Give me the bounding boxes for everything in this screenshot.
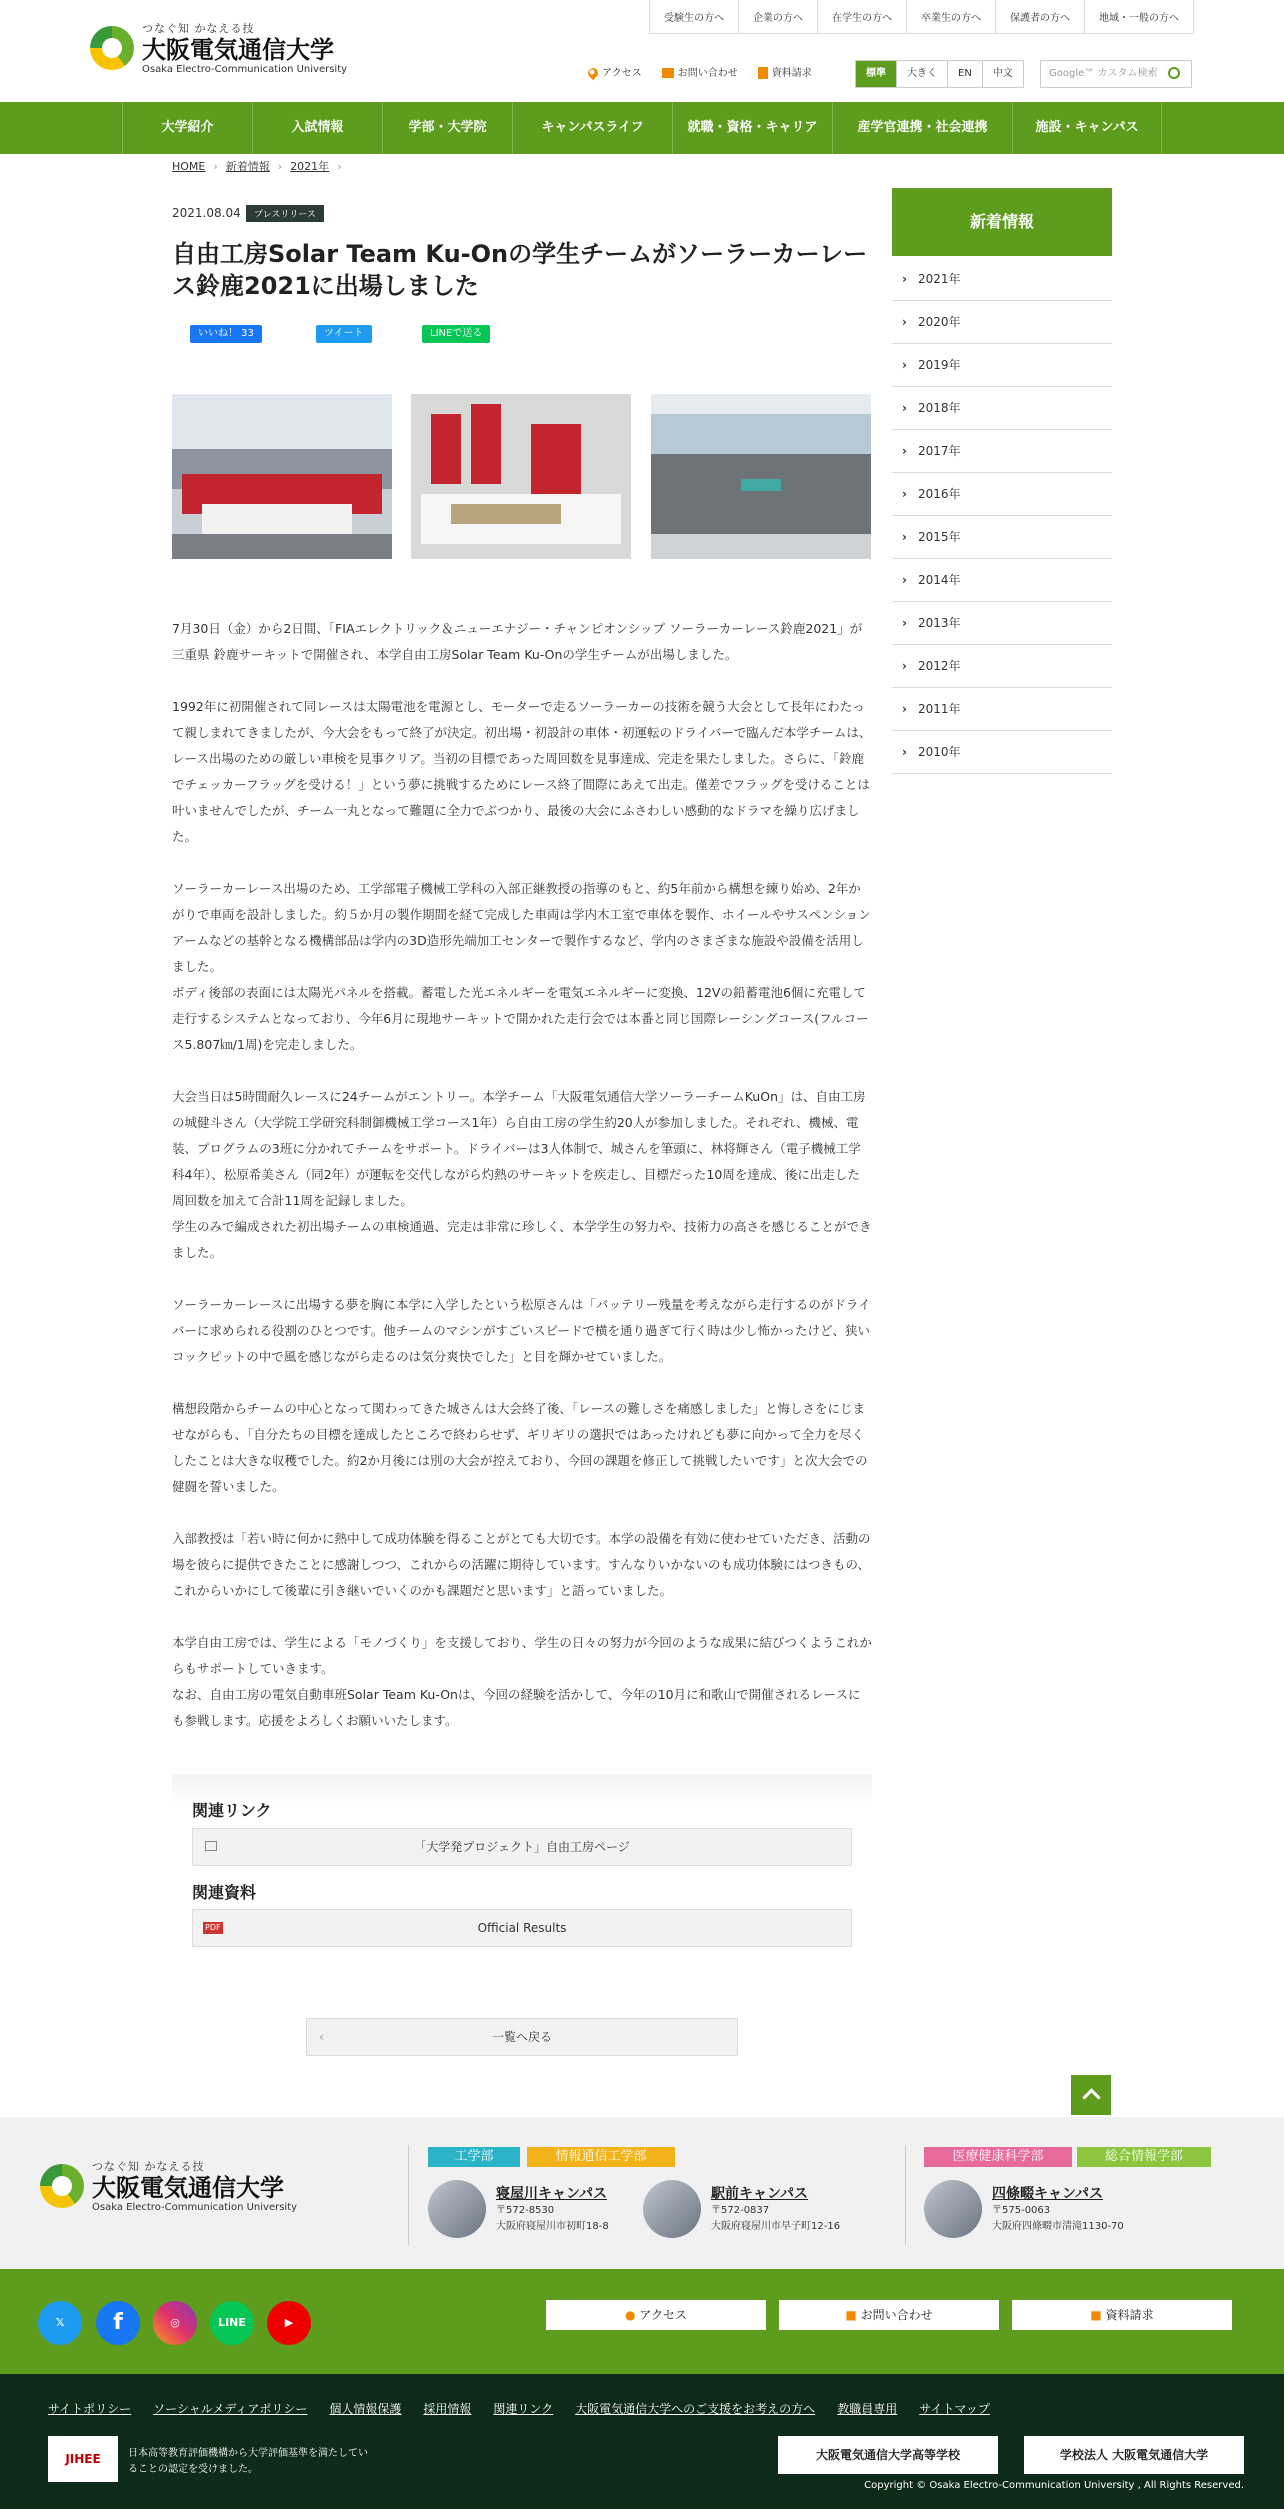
audience-link[interactable]: 保護者の方へ: [996, 0, 1085, 34]
campus-photo: [428, 2180, 486, 2238]
related-links-heading: 関連リンク: [192, 1801, 272, 1820]
campus-name: 四條畷キャンパス: [992, 2186, 1104, 2202]
article-paragraph: ソーラーカーレース出場のため、工学部電子機械工学科の入部正継教授の指導のもと、約5年前から構想を練り始め、2年かがりで車両を設計しました。約５か月の製作期間を経て完成した車両は学内木工室で車体を製作、ホイールやサスペンションアームなどの基幹となる機構部品は学内の3D造形先端加工センターで製作するなど、学内のさまざまな施設や設備を活用しました。 ボディ後部の表面には太陽光パネルを搭載。蓄電した光エネルギーを電気エネルギーに変換、12Vの鉛蓄電池6個に充電して走行するシステムとなっており、今年6月に現地サーキットで開かれた走行会では本番と同じ国際レーシングコース(フルコース5.807㎞/1周)を完走しました。: [172, 881, 871, 1052]
chevron-left-icon: ‹: [319, 2030, 324, 2044]
audience-link[interactable]: 受験生の方へ: [650, 0, 739, 34]
related-docs-heading: 関連資料: [192, 1883, 257, 1902]
faculty-tag: 工学部: [428, 2147, 520, 2167]
audience-link[interactable]: 企業の方へ: [739, 0, 818, 34]
breadcrumb-year[interactable]: 2021年: [290, 160, 330, 173]
sidebar-year-item[interactable]: › 2016年: [892, 473, 1112, 516]
footer-link[interactable]: ソーシャルメディアポリシー: [153, 2402, 308, 2416]
campus-address: 大阪府四條畷市清滝1130-70: [992, 2221, 1124, 2232]
tweet-label: ツイート: [324, 328, 364, 339]
sidebar-heading: 新着情報: [892, 188, 1112, 256]
article-paragraph: 大会当日は5時間耐久レースに24チームがエントリー。本学チーム「大阪電気通信大学ソーラーチームKuOn」は、自由工房の城健斗さん（大学院工学研究科制御機械工学コース1年）ら自由工房の学生約20人が参加しました。それぞれ、機械、電装、プログラムの3班に分かれてチームをサポート。ドライバーは3人体制で、城さんを筆頭に、林将輝さん（電子機械工学科4年）、松原希美さん（同2年）が運転を交代しながら灼熱のサーキットを疾走し、目標だった10周を達成、後に出走した周回数を加えて合計11周を記録しました。 学生のみで編成された初出場チームの車検通過、完走は非常に珍しく、本学学生の努力や、技術力の高さを感じることができました。: [172, 1089, 872, 1260]
lang-zh[interactable]: 中文: [992, 68, 1013, 79]
logo-en: Osaka Electro-Communication University: [92, 2202, 298, 2213]
footer-contact-button[interactable]: [779, 2300, 999, 2330]
breadcrumb-home[interactable]: HOME: [172, 159, 206, 173]
access-link[interactable]: [588, 64, 642, 79]
contact-label: お問い合わせ: [677, 68, 738, 79]
size-lang-switch: [855, 60, 1024, 88]
footer-link[interactable]: 関連リンク: [493, 2402, 554, 2416]
audience-link[interactable]: 地域・一般の方へ: [1085, 0, 1194, 34]
divider: [408, 2145, 409, 2245]
gnav-item[interactable]: 産学官連携・社会連携: [832, 102, 1012, 154]
document-icon: [758, 67, 768, 79]
footer-access-label: アクセス: [639, 2308, 687, 2322]
article-photo[interactable]: [651, 394, 871, 559]
facebook-like-button[interactable]: [190, 325, 262, 343]
gnav-item[interactable]: 大学紹介: [122, 102, 252, 154]
request-label: 資料請求: [771, 68, 812, 79]
chevron-right-icon: ›: [213, 159, 218, 173]
audience-nav: [649, 0, 1194, 34]
jihee-logo[interactable]: JIHEE: [48, 2436, 118, 2482]
article-paragraph: 入部教授は「若い時に何かに熱中して成功体験を得ることがとても大切です。本学の設備を有効に使わせていただき、活動の場を彼らに提供できたことに感謝しつつ、これからの活躍に期待しています。すんなりいかないのも成功体験にはつきもの、これからいかにして後輩に引き継いでいくのかも課題だと思います」と語っていました。: [172, 1531, 871, 1598]
team-photo-image: [172, 394, 392, 559]
faculty-tag: 総合情報学部: [1077, 2147, 1211, 2167]
twitter-icon[interactable]: 𝕏: [38, 2301, 82, 2345]
related-link-button[interactable]: [192, 1828, 852, 1866]
faculty-tag: 情報通信工学部: [527, 2147, 675, 2167]
back-label: 一覧へ戻る: [491, 2030, 552, 2044]
category-badge: プレスリリース: [246, 205, 324, 222]
logo-en: Osaka Electro-Communication University: [142, 64, 348, 75]
access-label: アクセス: [602, 68, 642, 79]
footer-request-button[interactable]: [1012, 2300, 1232, 2330]
article-paragraph: 本学自由工房では、学生による「モノづくり」を支援しており、学生の日々の努力が今回のような成果に結びつくようこれからもサポートしていきます。 なお、自由工房の電気自動車班Solar Team Ku-Onは、今回の経験を活かして、今年の10月に和歌山で開催されるレースにも参戦します。応援をよろしくお願いいたします。: [172, 1635, 872, 1728]
footer-link[interactable]: サイトマップ: [919, 2402, 990, 2416]
youtube-icon[interactable]: ▶: [267, 2301, 311, 2345]
sidebar-year-item[interactable]: › 2011年: [892, 688, 1112, 731]
site-header: [0, 0, 1284, 102]
article-paragraph: 構想段階からチームの中心となって関わってきた城さんは大会終了後、「レースの難しさを痛感しました」と悔しさをにじませながらも、「自分たちの目標を達成したところで終わらせず、ギリギリの選択ではあったけれども夢に向かって全力を尽くしたことは大きな収穫でした。約2か月後には別の大会が控えており、今回の課題を修正して挑戦したいです」と次大会での健闘を誓いました。: [172, 1401, 868, 1494]
line-icon[interactable]: LINE: [210, 2301, 254, 2345]
facebook-icon[interactable]: f: [96, 2301, 140, 2345]
article-paragraph: 7月30日（金）から2日間、「FIAエレクトリック＆ニューエナジー・チャンピオンシップ ソーラーカーレース鈴鹿2021」が三重県 鈴鹿サーキットで開催され、本学自由工房Solar Team Ku-Onの学生チームが出場しました。: [172, 621, 863, 662]
gnav-item[interactable]: キャンパスライフ: [512, 102, 672, 154]
highschool-link[interactable]: 大阪電気通信大学高等学校: [778, 2436, 998, 2474]
sidebar-year-item[interactable]: › 2010年: [892, 731, 1112, 774]
back-to-top-button[interactable]: [1071, 2075, 1111, 2115]
campus-name: 駅前キャンパス: [711, 2186, 809, 2202]
article-photo[interactable]: [411, 394, 631, 559]
audience-link[interactable]: 卒業生の方へ: [907, 0, 996, 34]
campus-name: 寝屋川キャンパス: [496, 2186, 608, 2202]
search-icon[interactable]: [1168, 67, 1180, 79]
article-photo[interactable]: [172, 394, 392, 559]
mail-icon: ■: [845, 2308, 857, 2322]
campus-zip: 〒572-0837: [711, 2205, 770, 2216]
jihee-text: 日本高等教育評価機構から大学評価基準を満たしていることの認定を受けました。: [128, 2448, 368, 2475]
mail-icon: [662, 68, 674, 78]
line-share-button[interactable]: [422, 325, 490, 343]
related-doc-button[interactable]: [192, 1909, 852, 1947]
sidebar-year-item[interactable]: › 2017年: [892, 430, 1112, 473]
instagram-icon[interactable]: ◎: [153, 2301, 197, 2345]
logo-mark-icon: [90, 26, 134, 70]
sidebar-year-item[interactable]: › 2018年: [892, 387, 1112, 430]
article-paragraph: ソーラーカーレースに出場する夢を胸に本学に入学したという松原さんは「バッテリー残量を考えながら走行するのがドライバーに求められる役割のひとつです。他チームのマシンがすごいスピードで横を通り過ぎて行く時は少し怖かったけど、狭いコックピットの中で風を感じながら走るのは気分爽快でした」と目を輝かせていました。: [172, 1297, 871, 1364]
campus-address: 大阪府寝屋川市初町18-8: [496, 2221, 609, 2232]
contact-link[interactable]: [662, 64, 738, 79]
like-label: いいね！ 33: [198, 328, 254, 339]
campus-zip: 〒572-8530: [496, 2205, 555, 2216]
gnav-item[interactable]: 入試情報: [252, 102, 382, 154]
gnav-item[interactable]: 施設・キャンパス: [1012, 102, 1162, 154]
sidebar-year-item[interactable]: › 2012年: [892, 645, 1112, 688]
pit-photo-image: [411, 394, 631, 559]
article-body: [172, 616, 872, 1760]
campus-ekimae[interactable]: [643, 2180, 840, 2238]
footer-access-button[interactable]: [546, 2300, 766, 2330]
logo-mark-icon: [40, 2164, 84, 2208]
footer-links: [48, 2400, 990, 2417]
map-pin-icon: [586, 66, 600, 80]
page-title: 自由工房Solar Team Ku-Onの学生チームがソーラーカーレース鈴鹿2021に出場しました: [172, 240, 868, 300]
footer-link[interactable]: サイトポリシー: [48, 2402, 132, 2416]
logo-tagline: つなぐ知 かなえる技: [92, 2160, 205, 2173]
footer-request-label: 資料請求: [1105, 2308, 1154, 2322]
breadcrumb-news[interactable]: 新着情報: [225, 160, 270, 173]
footer-link[interactable]: 教職員専用: [837, 2402, 898, 2416]
footer-link[interactable]: 個人情報保護: [329, 2402, 402, 2416]
footer-contact-label: お問い合わせ: [860, 2308, 933, 2322]
chevron-right-icon: ›: [277, 159, 283, 173]
race-photo-image: [651, 394, 871, 559]
site-logo[interactable]: [90, 20, 347, 75]
copyright: Copyright © Osaka Electro-Communication University , All Rights Reserved.: [864, 2480, 1244, 2491]
back-to-list-button[interactable]: [306, 2018, 738, 2056]
logo-tagline: つなぐ知 かなえる技: [142, 22, 255, 35]
logo-name: 大阪電気通信大学: [142, 36, 334, 64]
sidebar-year-item[interactable]: › 2013年: [892, 602, 1112, 645]
footer-link[interactable]: 採用情報: [423, 2402, 472, 2416]
related-link-label: 「大学発プロジェクト」自由工房ページ: [414, 1840, 630, 1854]
sidebar-year-item[interactable]: › 2020年: [892, 301, 1112, 344]
request-link[interactable]: [758, 64, 812, 79]
window-icon: [205, 1841, 217, 1851]
sidebar-year-item[interactable]: › 2015年: [892, 516, 1112, 559]
utility-links: [588, 64, 812, 79]
campus-photo: [643, 2180, 701, 2238]
line-label: LINEで送る: [430, 328, 483, 339]
chevron-right-icon: ›: [337, 159, 342, 173]
tweet-button[interactable]: [316, 325, 372, 343]
campus-address: 大阪府寝屋川市早子町12-16: [711, 2221, 841, 2232]
sidebar-year-item[interactable]: › 2014年: [892, 559, 1112, 602]
faculty-tag: 医療健康科学部: [924, 2147, 1072, 2167]
divider: [905, 2145, 906, 2245]
lang-en[interactable]: EN: [948, 61, 983, 87]
sidebar-year-item[interactable]: › 2019年: [892, 344, 1112, 387]
campus-photo: [924, 2180, 982, 2238]
article-date: 2021.08.04: [172, 206, 241, 220]
footer-logo[interactable]: [40, 2158, 297, 2213]
document-icon: ■: [1090, 2308, 1102, 2322]
global-nav: [0, 102, 1284, 154]
search-input[interactable]: Google™ カスタム検索: [1040, 60, 1192, 88]
pdf-icon: PDF: [205, 1923, 221, 1932]
sidebar-year-item[interactable]: › 2021年: [892, 258, 1112, 301]
campus-shijonawate[interactable]: [924, 2180, 1124, 2238]
font-size-large[interactable]: 大きく: [897, 61, 948, 87]
related-doc-label: Official Results: [477, 1921, 567, 1935]
breadcrumb: [172, 158, 342, 174]
corporation-link[interactable]: 学校法人 大阪電気通信大学: [1024, 2436, 1244, 2474]
campus-zip: 〒575-0063: [992, 2205, 1051, 2216]
campus-neyagawa[interactable]: [428, 2180, 609, 2238]
font-size-standard[interactable]: 標準: [856, 61, 897, 87]
logo-name: 大阪電気通信大学: [92, 2174, 284, 2202]
gnav-item[interactable]: 学部・大学院: [382, 102, 512, 154]
footer-link[interactable]: 大阪電気通信大学へのご支援をお考えの方へ: [575, 2402, 816, 2416]
map-pin-icon: ●: [625, 2308, 636, 2322]
audience-link[interactable]: 在学生の方へ: [818, 0, 907, 34]
gnav-item[interactable]: 就職・資格・キャリア: [672, 102, 832, 154]
article-paragraph: 1992年に初開催されて同レースは太陽電池を電源とし、モーターで走るソーラーカーの技術を競う大会として長年にわたって親しまれてきましたが、今大会をもって終了が決定。初出場・初設計の車体・初運転のドライバーで臨んだ本学チームは、レース出場のための厳しい車検を見事クリア。当初の目標であった周回数を見事達成、完走を果たしました。さらに、「鈴鹿でチェッカーフラッグを受ける！」という夢に挑戦するためにレース終了間際にあえて出走。僅差でフラッグを受けることは叶いませんでしたが、チーム一丸となって難題に全力でぶつかり、最後の大会にふさわしい感動的なドラマを繰り広げました。: [172, 699, 872, 844]
